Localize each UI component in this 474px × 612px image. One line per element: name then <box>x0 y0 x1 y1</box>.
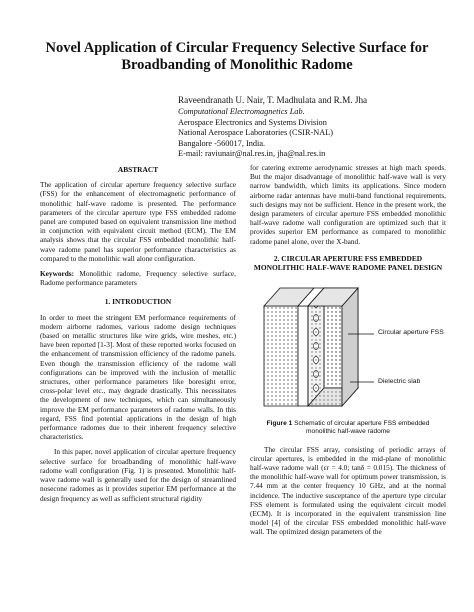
right-paragraph-1: for catering extreme aerodynamic stresses at high mach speeds. But the major disadvantage of monolithic half-wave wall is very narrow bandwidth, which limits its applications. Since modern airborne radar antennas have multi-band functional requirements, such designs may not be sufficient. Hence in the present work, the design parameters of circular aperture FSS embedded monolithic half-wave radome wall configuration are optimized such that it provides superior EM performance as compared to monolithic radome panel alone, over the X-band. <box>250 163 446 246</box>
slab-label: Dielectric slab <box>378 378 421 386</box>
author-institution: National Aerospace Laboratories (CSIR-NAL) <box>178 128 334 138</box>
author-block <box>178 94 438 160</box>
dielectric-slab-right <box>308 288 358 406</box>
author-email: E-mail: raviunair@nal.res.in, jha@nal.res.in <box>178 149 326 159</box>
abstract-heading: ABSTRACT <box>117 165 159 174</box>
intro-heading: 1. INTRODUCTION <box>104 297 172 307</box>
author-division: Aerospace Electronics and Systems Division <box>178 117 327 127</box>
keywords <box>40 269 236 287</box>
right-column <box>250 163 446 543</box>
figure-1-caption <box>260 420 436 436</box>
radome-panel-schematic <box>250 278 446 416</box>
caption-text: Schematic of circular aperture FSS embedded monolithic half-wave radome <box>294 420 430 436</box>
author-city: Bangalore -560017, India. <box>178 138 266 148</box>
right-paragraph-2: The circular FSS array, consisting of periodic arrays of circular apertures, is embedded in the mid-plane of monolithic half-wave radome wall (εr = 4.0; tanδ = 0.015). The thickness of the monolithic half-wave wall for optimum power transmission, is 7.44 mm at the center frequency 10 GHz, and at the normal incidence. The inductive susceptance of the aperture type circular FSS element is formulated using the equivalent circuit model (ECM). It is incorporated in the equivalent transmission line model [4] of the circular FSS embedded monolithic half-wave wall. The optimized design parameters of the <box>250 444 446 537</box>
caption-label: Figure 1 <box>266 420 293 428</box>
author-names: Raveendranath U. Nair, T. Madhulata and R.M. Jha <box>178 95 368 105</box>
section-2-heading: 2. CIRCULAR APERTURE FSS EMBEDDED MONOLITHIC HALF-WAVE RADOME PANEL DESIGN <box>253 253 443 273</box>
intro-paragraph-1: In order to meet the stringent EM performance requirements of modern airborne radomes, various radome design techniques (based on metallic structures like wire grids, wire meshes, etc.) have been reported [1-3]. Most of these reported works focused on the enhancement of transmission efficiency of the radome panels. Even though the transmission efficiency of the radome wall configurations can be improved with the inclusion of metallic structures, other performance parameters like boresight error, cross-polar level etc., may degrade drastically. This necessitates the development of new techniques, which can simultaneously improve the EM performance parameters of radome walls. In this regard, FSS find potential applications in the design of high performance radomes due to their inherent frequency selective characteristics. <box>40 312 236 442</box>
fss-label: Circular aperture FSS <box>378 329 444 337</box>
abstract-text: The application of circular aperture frequency selective surface (FSS) for the enhancement of electromagnetic performance of monolithic half-wave radome is presented. The performance parameters of the circular aperture type FSS embedded radome panel are computed based on equivalent transmission line method in conjunction with equivalent circuit method (ECM). The EM analysis shows that the circular FSS embedded monolithic half-wave radome panel has superior performance characteristics as compared to the monolithic wall alone configuration. <box>40 180 236 263</box>
keywords-text: Monolithic radome, Frequency selective surface, Radome performance parameters <box>40 269 236 288</box>
figure-1 <box>250 278 446 416</box>
paper-title: Novel Application of Circular Frequency Selective Surface for Broadbanding of Monolithic Radome <box>45 40 429 73</box>
intro-paragraph-2: In this paper, novel application of circular aperture frequency selective surface for broadbanding of monolithic half-wave radome wall configuration (Fig. 1) is presented. Monolithic half-wave radome wall is generally used for the design of streamlined nosecone radomes as it provides superior EM performance at the design frequency as well as sufficient structural rigidity <box>40 447 236 503</box>
author-lab: Computational Electromagnetics Lab. <box>178 107 305 116</box>
keywords-label: Keywords: <box>40 269 75 279</box>
left-column <box>40 165 236 509</box>
